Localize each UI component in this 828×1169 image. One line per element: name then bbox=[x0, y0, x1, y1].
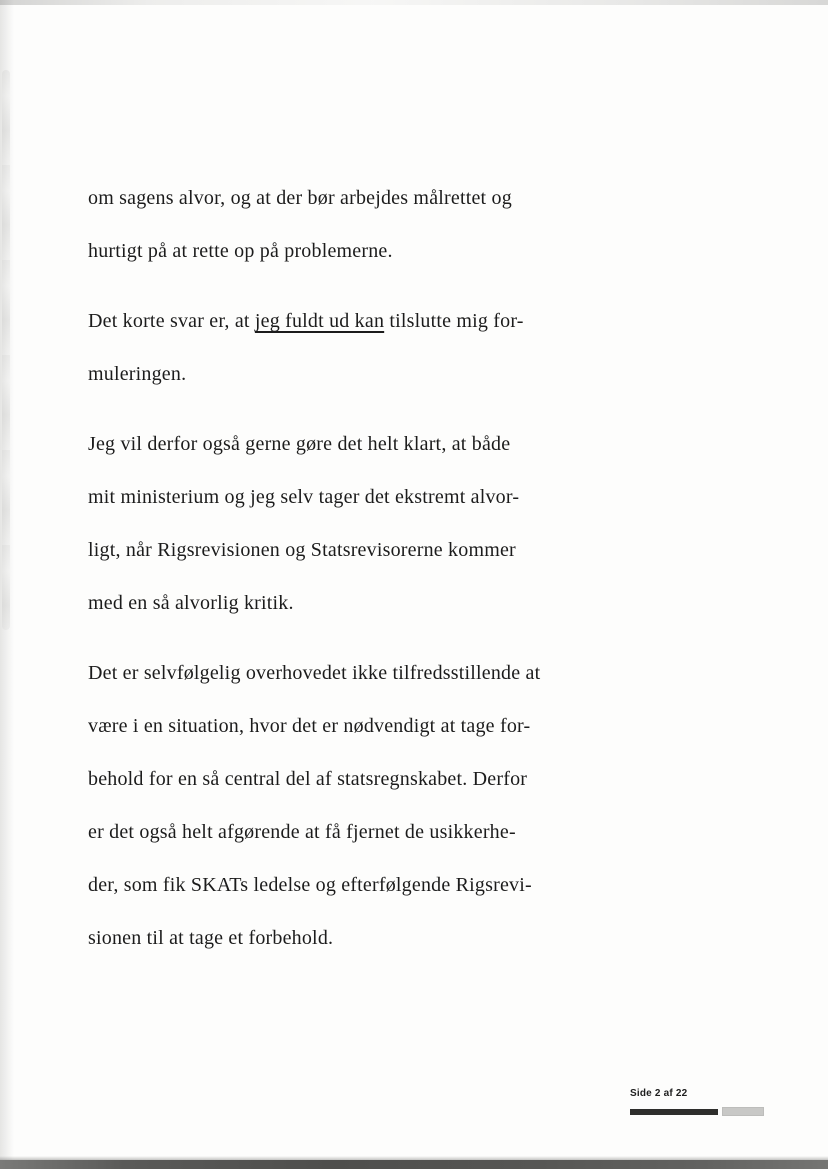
document-text bbox=[88, 172, 616, 982]
text-segment: hurtigt på at rette op på problemerne. bbox=[88, 240, 393, 262]
text-segment: behold for en så central del af statsregnskabet. Derfor bbox=[88, 768, 528, 790]
text-line bbox=[88, 418, 616, 471]
text-segment: være i en situation, hvor det er nødvendigt at tage for- bbox=[88, 715, 531, 737]
paragraph bbox=[88, 418, 616, 630]
text-line bbox=[88, 348, 616, 401]
page-indicator: Side 2 af 22 bbox=[630, 1088, 688, 1099]
progress-bar-dark-segment bbox=[630, 1109, 718, 1115]
text-segment: tilslutte mig for- bbox=[384, 310, 524, 332]
text-segment: er det også helt afgørende at få fjernet de usikkerhe- bbox=[88, 821, 516, 843]
text-line bbox=[88, 524, 616, 577]
text-segment: ligt, når Rigsrevisionen og Statsrevisorerne kommer bbox=[88, 539, 516, 561]
text-line bbox=[88, 172, 616, 225]
text-line bbox=[88, 471, 616, 524]
text-line bbox=[88, 700, 616, 753]
paragraph bbox=[88, 172, 616, 278]
underlined-text: jeg fuldt ud kan bbox=[254, 310, 385, 332]
scan-artifact-top bbox=[0, 0, 828, 5]
text-segment: der, som fik SKATs ledelse og efterfølgende Rigsrevi- bbox=[88, 874, 532, 896]
paragraph bbox=[88, 647, 616, 965]
progress-bar bbox=[630, 1108, 770, 1115]
text-segment: Det korte svar er, at bbox=[88, 310, 255, 332]
text-line bbox=[88, 859, 616, 912]
text-line bbox=[88, 912, 616, 965]
text-segment: Det er selvfølgelig overhovedet ikke tilfredsstillende at bbox=[88, 662, 541, 684]
text-line bbox=[88, 753, 616, 806]
progress-bar-light-segment bbox=[722, 1107, 764, 1116]
text-segment: muleringen. bbox=[88, 363, 187, 385]
text-segment: mit ministerium og jeg selv tager det ekstremt alvor- bbox=[88, 486, 520, 508]
paragraph bbox=[88, 295, 616, 401]
page-footer bbox=[630, 1088, 770, 1115]
text-line bbox=[88, 806, 616, 859]
text-segment: med en så alvorlig kritik. bbox=[88, 592, 294, 614]
text-segment: om sagens alvor, og at der bør arbejdes målrettet og bbox=[88, 187, 512, 209]
scan-artifact-bottom bbox=[0, 1160, 828, 1169]
text-line bbox=[88, 647, 616, 700]
text-segment: sionen til at tage et forbehold. bbox=[88, 927, 334, 949]
scan-artifact-smudge bbox=[2, 70, 10, 630]
text-segment: Jeg vil derfor også gerne gøre det helt klart, at både bbox=[88, 433, 511, 455]
text-line bbox=[88, 577, 616, 630]
text-line bbox=[88, 225, 616, 278]
text-line bbox=[88, 295, 616, 348]
